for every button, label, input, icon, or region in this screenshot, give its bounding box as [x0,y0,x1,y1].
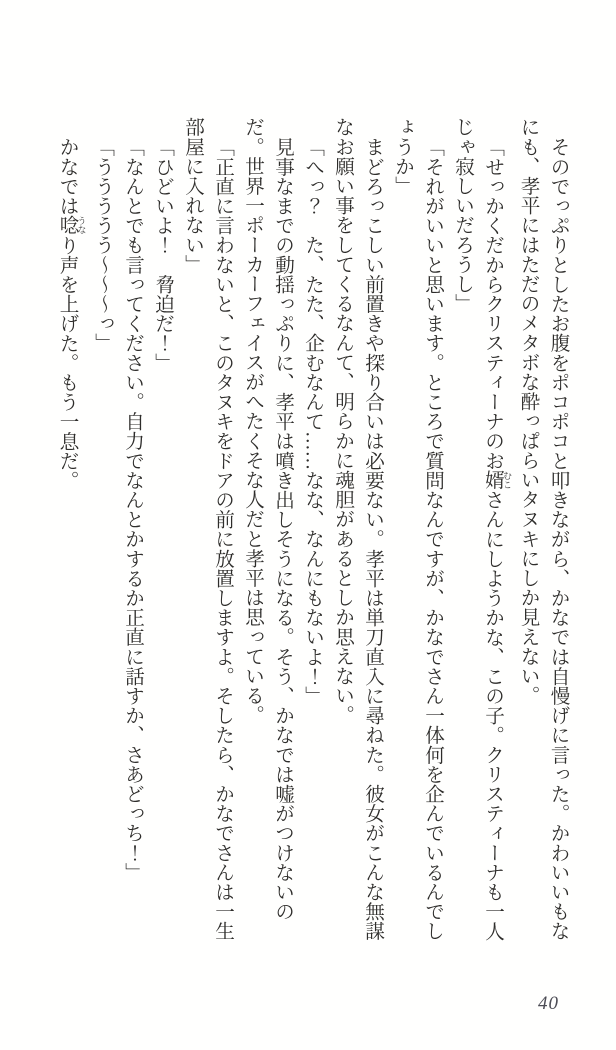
page-number: 40 [538,993,559,1014]
paragraph: 「ううううう〜〜〜っ」 [91,136,113,353]
paragraph: 見事なまでの動揺っぷりに、孝平は噴き出しそうになる。そう、かなでは嘘がつけないのだ。世界一ポーカーフェイスがへたくそな人だと孝平は思っている。 [241,117,293,921]
furigana: うな [76,215,87,235]
paragraph: 「なんとでも言ってください。自力でなんとかするか正直に話すか、さあどっち！」 [121,136,143,882]
paragraph: 「ひどいよ！ 脅迫だ！」 [151,136,173,372]
paragraph: 「せっかくだからクリスティーナのお婿 むこさんにしようかな、この子。クリスティーナも一人じゃ寂しいだろうし」 [451,117,512,941]
paragraph: 「へっ？ た、たた、企むなんて……なな、なんにもないよ！」 [301,136,323,705]
paragraph: 「それがいいと思います。ところで質問なんですが、かなでさん一体何を企んでいるんでしょうか」 [391,117,443,941]
ruby-annotated-kanji: 婿 むこ [481,469,512,490]
paragraph: まどろっこしい前置きや探り合いは必要ない。孝平は単刀直入に尋ねた。彼女がこんな無謀なお願い事をしてくるなんて、明らかに魂胆があるとしか思えない。 [331,117,383,941]
paragraph: 「正直に言わないと、このタヌキをドアの前に放置しますよ。そしたら、かなでさんは一生部屋に入れない」 [181,117,233,941]
ruby-annotated-kanji: 唸 うな [56,215,87,235]
paragraph: そのでっぷりとしたお腹をポコポコと叩きながら、かなでは自慢げに言った。かわいいもなにも、孝平にはただのメタボな酔っぱらいタヌキにしか見えない。 [517,117,568,941]
furigana: むこ [502,469,512,490]
text-block [51,117,572,941]
paragraph: かなでは唸 うなり声を上げた。もう一息だ。 [56,136,87,490]
